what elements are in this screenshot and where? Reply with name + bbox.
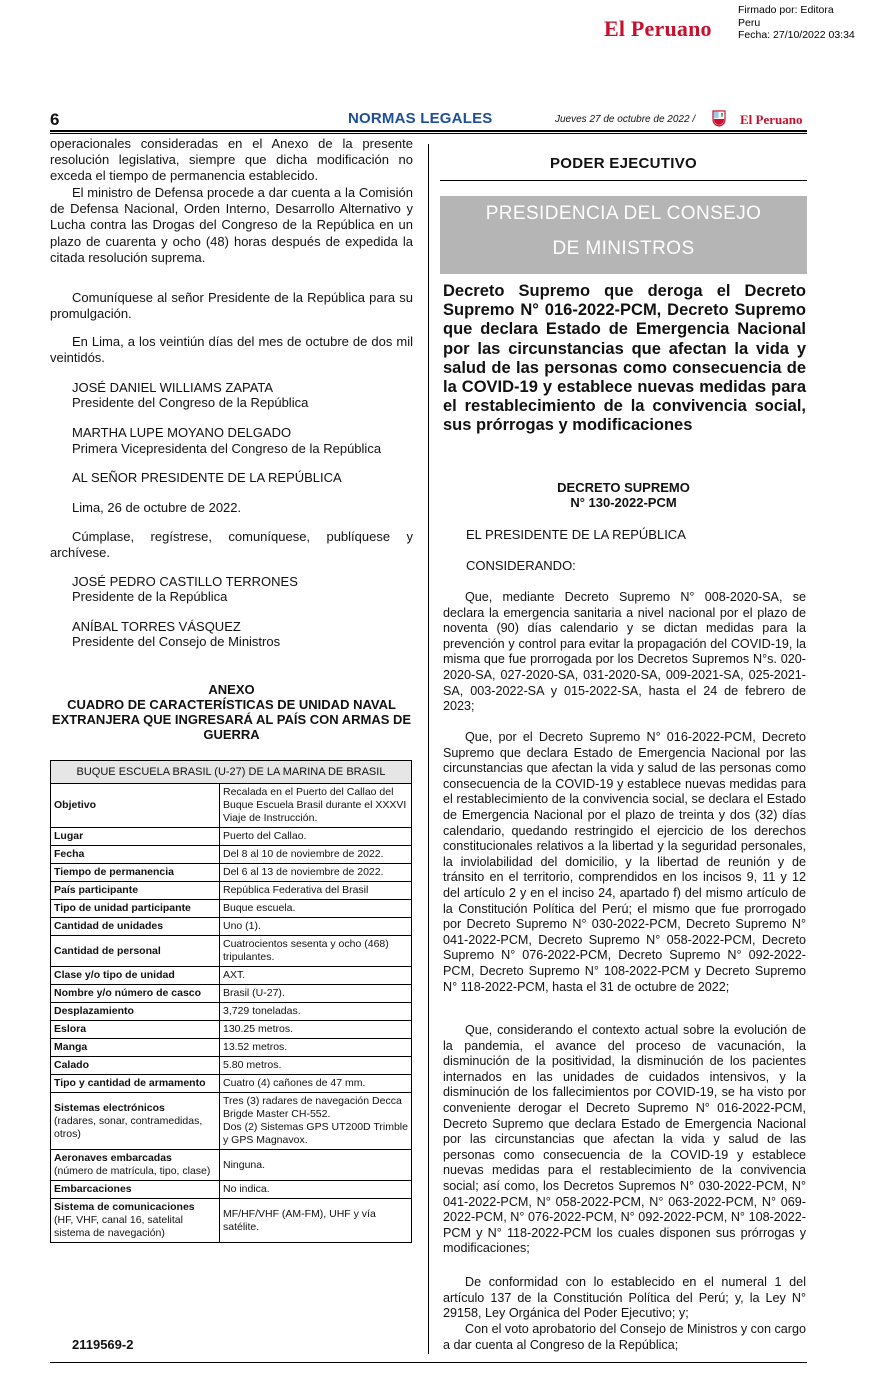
table-row: [51, 985, 412, 1003]
row-value: [220, 918, 412, 936]
entity-line: DE MINISTROS: [552, 238, 695, 259]
el-peruano-logo: El Peruano: [604, 16, 712, 41]
table-row: [51, 967, 412, 985]
row-value-text: Uno (1).: [223, 920, 261, 932]
row-value: [220, 1093, 412, 1150]
row-value-text: MF/HF/VHF (AM-FM), UHF y vía satélite.: [223, 1207, 376, 1233]
table-row: [51, 1021, 412, 1039]
signatory-role: Primera Vicepresidenta del Congreso de la República: [72, 441, 382, 456]
page-number: 6: [50, 110, 60, 129]
annex-heading: [50, 682, 413, 742]
row-value-text: AXT.: [223, 969, 246, 981]
row-value-text: No indica.: [223, 1183, 270, 1195]
table-row: [51, 1075, 412, 1093]
row-value-text: Dos (2) Sistemas GPS UT200D Trimble y GPS Magnavox.: [223, 1121, 408, 1146]
considering-label: CONSIDERANDO:: [466, 558, 576, 573]
table-row: [51, 828, 412, 846]
row-value: [220, 967, 412, 985]
row-key-label: Desplazamiento: [54, 1005, 134, 1017]
row-key: [51, 1093, 220, 1150]
row-key: [51, 1021, 220, 1039]
row-key-label: Manga: [54, 1041, 88, 1053]
table-row: [51, 784, 412, 828]
whereas-clause: De conformidad con lo establecido en el numeral 1 del artículo 137 de la Constitución Política del Perú; y, la Ley N° 29158, Ley Orgánica del Poder Ejecutivo; y;: [443, 1275, 806, 1321]
row-key: [51, 985, 220, 1003]
row-value-text: 13.52 metros.: [223, 1041, 288, 1053]
table-row: [51, 936, 412, 967]
row-key-label: Calado: [54, 1059, 90, 1071]
row-key: [51, 846, 220, 864]
date-line: Lima, 26 de octubre de 2022.: [72, 500, 242, 515]
row-key-label: País participante: [54, 884, 139, 896]
signatory-role: Presidente del Congreso de la República: [72, 395, 309, 410]
row-key: [51, 1057, 220, 1075]
row-value: [220, 1181, 412, 1199]
row-value: [220, 1057, 412, 1075]
paragraph: Comuníquese al señor Presidente de la República para su promulgación.: [50, 290, 413, 322]
row-value: [220, 985, 412, 1003]
paragraph: operacionales consideradas en el Anexo de la presente resolución legislativa, siempre que dicha modificación no exceda el tiempo de permanencia establecido.: [50, 136, 413, 184]
signatory-role: Presidente del Consejo de Ministros: [72, 634, 281, 649]
branch-rule: [440, 180, 807, 181]
paragraph: El ministro de Defensa procede a dar cuenta a la Comisión de Defensa Nacional, Orden Interno, Desarrollo Alternativo y Lucha contra las Drogas del Congreso de la República en un plazo de cuarenta y ocho (48) horas después de expedida la citada resolución suprema.: [50, 185, 413, 265]
table-row: [51, 1057, 412, 1075]
footer-rule: [50, 1362, 807, 1363]
row-value: [220, 936, 412, 967]
row-key-label: Lugar: [54, 830, 84, 842]
row-key-label: Cantidad de unidades: [54, 920, 164, 932]
table-row: [51, 864, 412, 882]
row-key: [51, 1181, 220, 1199]
row-value: [220, 1039, 412, 1057]
table-header: BUQUE ESCUELA BRASIL (U-27) DE LA MARINA DE BRASIL: [51, 761, 412, 784]
row-value-text: 3,729 toneladas.: [223, 1005, 301, 1017]
row-value: [220, 1003, 412, 1021]
row-value: [220, 1199, 412, 1243]
row-value-text: Cuatro (4) cañones de 47 mm.: [223, 1077, 366, 1089]
annex-title: CUADRO DE CARACTERÍSTICAS DE UNIDAD NAVAL EXTRANJERA QUE INGRESARÁ AL PAÍS CON ARMAS DE GUERRA: [51, 697, 412, 742]
signatory-name: JOSÉ PEDRO CASTILLO TERRONES: [72, 574, 298, 589]
row-key: [51, 918, 220, 936]
table-row: [51, 1039, 412, 1057]
annex-table: [50, 760, 412, 1243]
row-key: [51, 882, 220, 900]
row-key: [51, 784, 220, 828]
page-header: [50, 108, 807, 130]
row-key-label: Fecha: [54, 848, 85, 860]
addressee: AL SEÑOR PRESIDENTE DE LA REPÚBLICA: [72, 470, 342, 485]
table-row: [51, 900, 412, 918]
row-value: [220, 1150, 412, 1181]
row-value: [220, 828, 412, 846]
row-value: [220, 784, 412, 828]
table-row: [51, 1199, 412, 1243]
decree-number: N° 130-2022-PCM: [570, 495, 677, 510]
row-key-label: Cantidad de personal: [54, 944, 161, 957]
row-key: [51, 1150, 220, 1181]
row-key-label: Tiempo de permanencia: [54, 866, 175, 878]
branch-title: PODER EJECUTIVO: [549, 155, 698, 172]
header-date: Jueves 27 de octubre de 2022 /: [555, 114, 696, 125]
row-value-text: República Federativa del Brasil: [223, 884, 369, 896]
section-title: NORMAS LEGALES: [348, 110, 493, 127]
row-key: [51, 828, 220, 846]
row-key-note: (radares, sonar, contramedidas, otros): [54, 1114, 203, 1140]
whereas-clause: Que, mediante Decreto Supremo N° 008-2020-SA, se declara la emergencia sanitaria a nivel nacional por el plazo de noventa (90) días calendario y se dictan medidas para la prevención y control para evitar la propagación del COVID-19, la misma que fue prorrogada por los Decretos Supremos N°s. 020-2020-SA, 027-2020-SA, 031-2020-SA, 009-2021-SA, 025-2021-SA, 003-2022-SA y 015-2022-SA, hasta el 24 de febrero de 2023;: [443, 590, 806, 714]
row-key-label: Aeronaves embarcadas: [54, 1152, 172, 1164]
signatory-name: JOSÉ DANIEL WILLIAMS ZAPATA: [72, 380, 274, 395]
row-key-label: Tipo y cantidad de armamento: [54, 1077, 206, 1089]
signatory-role: Presidente de la República: [72, 589, 228, 604]
row-key: [51, 1075, 220, 1093]
row-value-text: 5.80 metros.: [223, 1059, 282, 1071]
table-row: [51, 1181, 412, 1199]
header-brand: El Peruano: [740, 112, 803, 127]
row-key-note: (HF, VHF, canal 16, satelital sistema de navegación): [54, 1214, 183, 1239]
whereas-clause: Que, considerando el contexto actual sobre la evolución de la pandemia, el avance del proceso de vacunación, la disminución de la positividad, la disminución de los pacientes internados en las unidades de cuidados intensivos, y la disminución de los fallecimientos por COVID-19, se ha visto por conveniente derogar el Decreto Supremo N° 016-2022-PCM, Decreto Supremo que declara Estado de Emergencia Nacional por las circunstancias que afectan la vida y salud de las personas como consecuencia de la COVID-19 y establece nuevas medidas para el restablecimiento de la convivencia social; así como, los Decretos Supremos N° 030-2022-PCM, N° 041-2022-PCM, N° 058-2022-PCM, N° 063-2022-PCM, N° 069-2022-PCM, N° 076-2022-PCM, N° 092-2022-PCM, N° 108-2022-PCM y N° 118-2022-PCM los cuales disponen sus prórrogas y modificaciones;: [443, 1023, 806, 1256]
row-key-label: Nombre y/o número de casco: [54, 987, 202, 999]
row-value: [220, 882, 412, 900]
row-key: [51, 1003, 220, 1021]
row-key: [51, 1199, 220, 1243]
column-divider: [428, 144, 429, 1354]
row-value-text: Del 6 al 13 de noviembre de 2022.: [223, 866, 384, 878]
header-rule-thin: [50, 133, 807, 134]
president-line: EL PRESIDENTE DE LA REPÚBLICA: [466, 527, 686, 542]
whereas-clause: Que, por el Decreto Supremo N° 016-2022-PCM, Decreto Supremo que declara Estado de Emergencia Nacional por las circunstancias que afectan la vida y salud de las personas como consecuencia de la COVID-19 y establece nuevas medidas para el restablecimiento de la convivencia social, se declara el Estado de Emergencia Nacional por el plazo de treinta y dos (32) días calendario, quedando restringido el ejercicio de los derechos constitucionales relativos a la libertad y la seguridad personales, la inviolabilidad del domicilio, y la libertad de reunión y de tránsito en el territorio, comprendidos en los incisos 9, 11 y 12 del artículo 2 y en el inciso 24, apartado f) del mismo artículo de la Constitución Política del Perú; el mismo que fue prorrogado por Decreto Supremo N° 030-2022-PCM, Decreto Supremo N° 041-2022-PCM, Decreto Supremo N° 058-2022-PCM, Decreto Supremo N° 076-2022-PCM, Decreto Supremo N° 092-2022-PCM, Decreto Supremo N° 108-2022-PCM y Decreto Supremo N° 118-2022-PCM, hasta el 31 de octubre de 2022;: [443, 730, 806, 994]
row-key: [51, 967, 220, 985]
table-row: [51, 1150, 412, 1181]
row-key-note: (número de matrícula, tipo, clase): [54, 1165, 211, 1177]
row-key-label: Objetivo: [54, 799, 97, 811]
row-key: [51, 1039, 220, 1057]
decree-headline: Decreto Supremo que deroga el Decreto Supremo N° 016-2022-PCM, Decreto Supremo que declara Estado de Emergencia Nacional por las circunstancias que afectan la vida y salud de las personas como consecuencia de la COVID-19 y establece nuevas medidas para el restablecimiento de la convivencia social, sus prórrogas y modificaciones: [443, 282, 806, 435]
table-row: [51, 882, 412, 900]
row-key: [51, 936, 220, 967]
coat-of-arms-icon: [712, 109, 726, 127]
decree-id: [440, 480, 807, 510]
row-key-label: Sistemas electrónicos: [54, 1101, 165, 1114]
table-row: [51, 846, 412, 864]
row-value: [220, 1021, 412, 1039]
reference-code: 2119569-2: [72, 1337, 134, 1352]
row-key-label: Embarcaciones: [54, 1183, 132, 1195]
row-key-label: Tipo de unidad participante: [54, 902, 191, 914]
paragraph: Cúmplase, regístrese, comuníquese, publíquese y archívese.: [50, 529, 413, 561]
row-value: [220, 846, 412, 864]
row-value-text: 130.25 metros.: [223, 1023, 294, 1035]
row-value-text: Brasil (U-27).: [223, 987, 285, 999]
whereas-clause: Con el voto aprobatorio del Consejo de Ministros y con cargo a dar cuenta al Congreso de la República;: [443, 1322, 806, 1352]
row-value-text: Tres (3) radares de navegación Decca Brigde Master CH-552.: [223, 1095, 402, 1120]
signature-line: Peru: [738, 16, 761, 29]
row-value: [220, 1075, 412, 1093]
row-value: [220, 864, 412, 882]
row-key-label: Eslora: [54, 1023, 87, 1035]
row-value: [220, 900, 412, 918]
entity-line: PRESIDENCIA DEL CONSEJO: [485, 203, 762, 224]
row-value-text: Cuatrocientos sesenta y ocho (468) tripulantes.: [223, 938, 389, 963]
signatory-name: ANÍBAL TORRES VÁSQUEZ: [72, 619, 241, 634]
row-value-text: Puerto del Callao.: [223, 830, 307, 842]
entity-banner: [440, 196, 807, 274]
row-key: [51, 864, 220, 882]
paragraph: En Lima, a los veintiún días del mes de octubre de dos mil veintidós.: [50, 334, 413, 366]
row-value-text: Recalada en el Puerto del Callao del Buque Escuela Brasil durante el XXXVI Viaje de Instrucción.: [223, 786, 407, 824]
row-value-text: Ninguna.: [223, 1158, 266, 1171]
row-key-label: Clase y/o tipo de unidad: [54, 969, 175, 981]
row-key-label: Sistema de comunicaciones: [54, 1201, 195, 1213]
annex-label: ANEXO: [208, 682, 255, 697]
table-row: [51, 1093, 412, 1150]
row-value-text: Del 8 al 10 de noviembre de 2022.: [223, 848, 384, 860]
signature-line: Fecha: 27/10/2022 03:34: [738, 29, 855, 41]
row-value-text: Buque escuela.: [223, 902, 296, 914]
table-row: [51, 918, 412, 936]
signatory-name: MARTHA LUPE MOYANO DELGADO: [72, 425, 292, 440]
header-rule: [50, 130, 807, 132]
decree-label: DECRETO SUPREMO: [557, 480, 690, 495]
digital-signature: [738, 4, 868, 42]
signature-line: Firmado por: Editora: [738, 4, 834, 16]
table-row: [51, 1003, 412, 1021]
row-key: [51, 900, 220, 918]
